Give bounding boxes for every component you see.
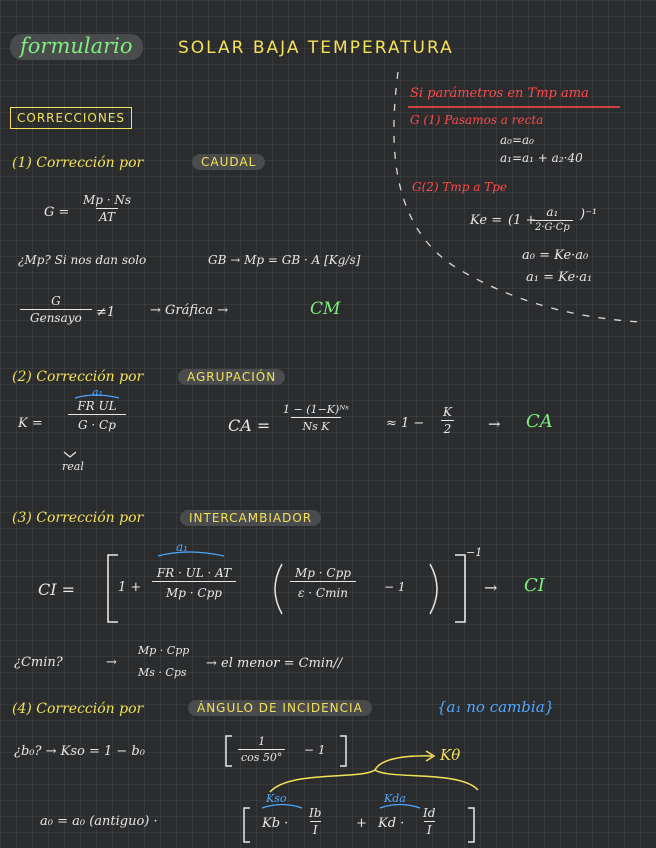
ci-frac2 — [290, 566, 356, 600]
cmin-arrow: → — [106, 655, 117, 670]
ca-k-num: K — [443, 405, 452, 419]
section-2-pill: AGRUPACIÓN — [178, 369, 285, 385]
ratio-fraction — [20, 294, 92, 325]
mp-formula: GB → Mp = GB · A [Kg/s] — [208, 253, 361, 267]
b0-fraction — [238, 735, 285, 764]
k-den: G · Cp — [68, 414, 126, 432]
correcciones-box: CORRECCIONES — [10, 107, 132, 129]
ci-arrow: → — [484, 578, 498, 597]
formulario-label: formulario — [10, 34, 143, 60]
ci-frac1-num: FR · UL · AT — [156, 566, 232, 580]
page-title: SOLAR BAJA TEMPERATURA — [178, 38, 454, 58]
ca-lhs: CA = — [228, 416, 271, 435]
ca-k-fraction — [440, 405, 455, 436]
section-4-label: (4) Corrección por — [12, 701, 144, 717]
ci-one-plus: 1 + — [118, 580, 142, 595]
g-lhs: G = — [44, 205, 70, 220]
b0-den: cos 50° — [238, 749, 285, 764]
cmin-option-2: Ms · Cps — [138, 666, 187, 679]
ca-result: CA — [526, 411, 553, 432]
cmin-question: ¿Cmin? — [14, 655, 63, 670]
id-num: Id — [423, 806, 436, 820]
ib-fraction — [306, 806, 324, 837]
kd-term: Kd · — [378, 816, 405, 831]
side-note-g1: G (1) Pasamos a recta — [410, 113, 544, 127]
section-2-label: (2) Corrección por — [12, 369, 144, 385]
ratio-num: G — [51, 294, 61, 308]
ca-fraction — [280, 403, 352, 433]
k-lhs: K = — [18, 416, 43, 431]
g-fraction — [80, 193, 134, 224]
ratio-neq: ≠1 — [96, 305, 116, 320]
b0-question: ¿b₀? → Kso = 1 − b₀ — [14, 744, 145, 759]
g-den: AT — [96, 208, 118, 224]
ca-k-den: 2 — [441, 420, 455, 436]
ci-exponent: −1 — [466, 546, 483, 559]
ci-result: CI — [524, 575, 545, 596]
k-real: real — [62, 460, 84, 473]
section-3-label: (3) Corrección por — [12, 510, 144, 526]
side-note-a1-new: a₁ = Ke·a₁ — [526, 270, 593, 285]
ke-fraction — [532, 205, 573, 233]
kso-label: Kso — [266, 792, 287, 805]
ib-den: I — [310, 821, 321, 837]
side-note-a1: a₁=a₁ + a₂·40 — [500, 151, 583, 165]
cm-result: CM — [310, 299, 341, 319]
ci-a1-over: a₁ — [176, 540, 188, 554]
side-note-a0-new: a₀ = Ke·a₀ — [522, 248, 589, 263]
kb-term: Kb · — [262, 816, 289, 831]
a0-lhs: a₀ = a₀ (antiguo) · — [40, 814, 158, 829]
ca-arrow: → — [488, 415, 501, 433]
b0-num: 1 — [258, 735, 266, 748]
ci-frac2-num: Mp · Cpp — [295, 566, 351, 580]
side-note-g2: G(2) Tmp a Tpe — [412, 180, 508, 194]
side-note-si-parametros: Si parámetros en Tmp ama — [410, 86, 589, 101]
section-1-pill: CAUDAL — [192, 154, 265, 170]
ke-den: 2·G·Cp — [532, 220, 573, 233]
ci-lhs: CI = — [38, 580, 76, 599]
ke-paren-close: )⁻¹ — [580, 207, 598, 222]
section-4-pill: ÁNGULO DE INCIDENCIA — [188, 700, 372, 716]
kda-label: Kda — [384, 792, 406, 805]
ke-num: a₁ — [546, 205, 559, 219]
ke-paren-open: (1 + — [508, 213, 537, 228]
ke-lhs: Ke = — [470, 213, 503, 228]
ratio-den: Gensayo — [20, 309, 92, 325]
ci-frac2-den: ε · Cmin — [290, 581, 356, 600]
k-theta: Kθ — [440, 746, 461, 764]
k-num-a1: a₁ — [92, 386, 103, 399]
side-note-a0: a₀=a₀ — [500, 133, 534, 147]
mp-question: ¿Mp? Si nos dan solo — [18, 253, 147, 267]
section-4-note: {a₁ no cambia} — [437, 698, 555, 716]
ib-num: Ib — [309, 806, 322, 820]
ca-num: 1 − (1−K)ᴺˢ — [283, 403, 349, 416]
plus-sign: + — [356, 816, 367, 831]
grafica-text: → Gráfica → — [150, 303, 229, 318]
cmin-tail: → el menor = Cmin// — [206, 656, 343, 671]
ci-minus-one: − 1 — [384, 580, 406, 594]
ci-frac1-den: Mp · Cpp — [152, 581, 236, 600]
ci-frac1 — [152, 566, 236, 600]
k-fraction — [68, 399, 126, 432]
k-num: FR UL — [77, 399, 117, 413]
b0-minus-one: − 1 — [304, 743, 326, 757]
ca-den: Ns K — [291, 417, 342, 433]
section-1-label: (1) Corrección por — [12, 155, 144, 171]
cmin-option-1: Mp · Cpp — [138, 644, 190, 657]
id-den: I — [424, 821, 435, 837]
id-fraction — [420, 806, 438, 837]
section-3-pill: INTERCAMBIADOR — [180, 510, 321, 526]
g-num: Mp · Ns — [83, 193, 132, 207]
ca-approx: ≈ 1 − — [386, 416, 425, 431]
